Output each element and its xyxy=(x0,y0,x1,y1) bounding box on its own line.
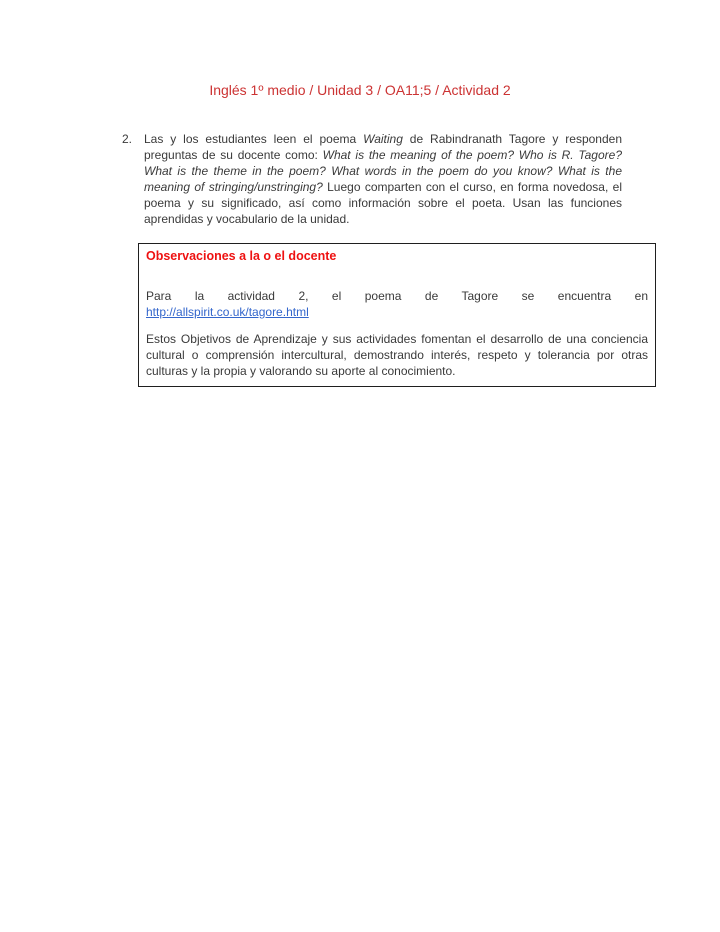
activity-text-segment: Las y los estudiantes leen el poema xyxy=(144,132,364,146)
tagore-poem-link[interactable]: http://allspirit.co.uk/tagore.html xyxy=(146,305,309,319)
activity-text-segment: de Rabindranath Tagore y responden preguntas de su docente como: xyxy=(144,132,623,162)
activity-number: 2. xyxy=(122,132,133,146)
teacher-questions-text: What is the meaning of the poem? Who is R. Tagore? What is the theme in the poem? What words in the poem do you know? What is the meaning of stringing/unstringing? xyxy=(144,148,622,194)
activity-text xyxy=(144,131,622,227)
observations-intro-line: Para la actividad 2, el poema de Tagore se encuentra en xyxy=(146,289,648,303)
observations-body: Estos Objetivos de Aprendizaje y sus actividades fomentan el desarrollo de una conciencia cultural o comprensión intercultural, demostrando interés, respeto y tolerancia por otras culturas y la propia y valorando su aporte al conocimiento. xyxy=(146,332,648,378)
document-title: Inglés 1º medio / Unidad 3 / OA11;5 / Actividad 2 xyxy=(209,82,511,98)
observations-title: Observaciones a la o el docente xyxy=(146,249,337,263)
activity-item xyxy=(122,131,622,227)
poem-title-text: Waiting xyxy=(363,132,403,146)
observations-box xyxy=(138,243,656,387)
activity-text-segment: Luego comparten con el curso, en forma novedosa, el poema y su significado, así como información sobre el poeta. Usan las funciones aprendidas y vocabulario de la unidad. xyxy=(144,180,622,226)
